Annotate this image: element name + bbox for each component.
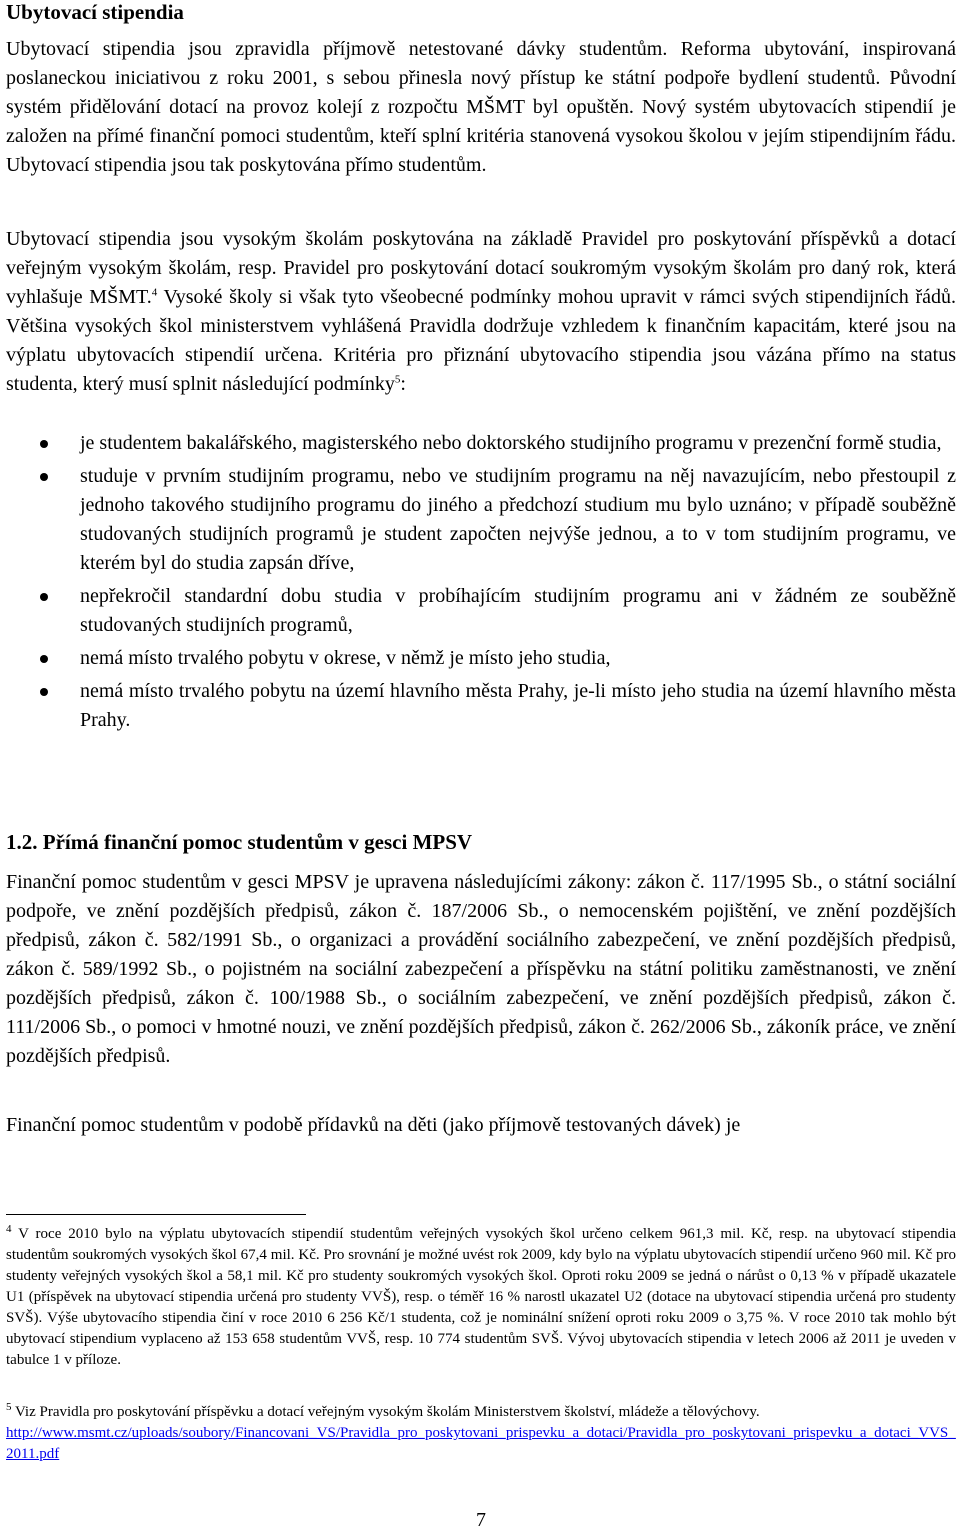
bullet-icon: [40, 473, 48, 481]
footnote-ref-5[interactable]: 5: [394, 373, 401, 386]
footnote-text: V roce 2010 bylo na výplatu ubytovacích stipendií studentům veřejných vysokých škol určeno celkem 961,3 mil. Kč, resp. na ubytovací stipendia studentům soukromých vysokých škol 67,4 mil. Kč. Pro srovnání je možné uvést rok 2009, kdy bylo na výplatu ubytovacích stipendií určeno 960 mil. Kč pro studenty veřejných vysokých škol a 58,1 mil. Kč pro studenty soukromých vysokých škol. Oproti roku 2009 se jedná o nárůst o 0,13 % v případě ukazatele U1 (příspěvek na ubytovací stipendia určená pro studenty VVŠ), resp. o téměř 16 % narostl ukazatel U2 (dotace na ubytovací stipendia určená pro studenty SVŠ). Výše ubytovacího stipendia činí v roce 2010 6 256 Kč/1 studenta, což je nominální snížení oproti roku 2009 o 3,75 %. V roce 2010 tak mohlo být ubytovací stipendium vyplaceno až 153 658 studentům VVŠ, resp. 10 774 studentům SVŠ. Vývoj ubytovacích stipendia v letech 2006 až 2011 je uveden v tabulce 1 v příloze.: [6, 1226, 956, 1368]
paragraph-rules: [6, 225, 956, 399]
paragraph-intro: Ubytovací stipendia jsou zpravidla příjmově netestované dávky studentům. Reforma ubytování, inspirovaná poslaneckou iniciativou z roku 2001, s sebou přinesla nový přístup ke státní podpoře bydlení studentů. Původní systém přidělování dotací na provoz kolejí z rozpočtu MŠMT byl opuštěn. Nový systém ubytovacích stipendií je založen na přímé finanční pomoci studentům, kteří splní kritéria stanovená vysokou školou v jejím stipendijním řádu. Ubytovací stipendia jsou tak poskytována přímo studentům.: [6, 38, 956, 176]
list-item: [6, 644, 956, 673]
list-item: [6, 582, 956, 640]
footnote-number: 4: [6, 1223, 12, 1235]
bullet-icon: [40, 688, 48, 696]
subsection-heading: 1.2. Přímá finanční pomoc studentům v gesci MPSV: [6, 830, 473, 854]
bullet-icon: [40, 655, 48, 663]
criteria-list: [6, 429, 956, 739]
footnote-4: [6, 1224, 956, 1371]
list-item: [6, 429, 956, 458]
list-item-text: nemá místo trvalého pobytu v okrese, v němž je místo jeho studia,: [80, 647, 611, 669]
footnote-link[interactable]: http://www.msmt.cz/uploads/soubory/Financovani_VS/Pravidla_pro_poskytovani_prispevku_a_dotaci/Pravidla_pro_poskytovani_prispevku_a_dotaci_VVS_2011.pdf: [6, 1425, 956, 1462]
bullet-icon: [40, 593, 48, 601]
list-item-text: studuje v prvním studijním programu, nebo ve studijním programu na něj navazujícím, nebo přestoupil z jednoho takového studijního programu do jiného a předchozí studium mu bylo uznáno; v případě souběžně studovaných studijních programů je student započten nejvýše jednou, a to v tom studijním programu, ve kterém byl do studia zapsán dříve,: [80, 465, 956, 574]
footnote-text: Viz Pravidla pro poskytování příspěvku a dotací veřejným vysokým školám Ministerstvem školství, mládeže a tělovýchovy.: [11, 1404, 760, 1420]
list-item: [6, 677, 956, 735]
footnote-separator: [6, 1214, 306, 1215]
bullet-icon: [40, 440, 48, 448]
footnote-5: [6, 1402, 956, 1465]
footnote-number: 5: [6, 1401, 12, 1413]
page-number: 7: [476, 1509, 486, 1531]
section-title: Ubytovací stipendia: [6, 0, 184, 24]
list-item-text: nemá místo trvalého pobytu na území hlavního města Prahy, je-li místo jeho studia na území hlavního města Prahy.: [80, 680, 956, 731]
paragraph-rules-text-3: :: [400, 373, 406, 395]
paragraph-child-allowance: Finanční pomoc studentům v podobě přídavků na děti (jako příjmově testovaných dávek) je: [6, 1114, 741, 1136]
list-item-text: nepřekročil standardní dobu studia v probíhajícím studijním programu ani v žádném ze souběžně studovaných studijních programů,: [80, 585, 956, 636]
list-item-text: je studentem bakalářského, magisterského nebo doktorského studijního programu v prezenční formě studia,: [80, 432, 942, 454]
paragraph-rules-text-2: Vysoké školy si však tyto všeobecné podmínky mohou upravit v rámci svých stipendijních řádů. Většina vysokých škol ministerstvem vyhlášená Pravidla dodržuje vzhledem k finančním kapacitám, které jsou na výplatu ubytovacích stipendií určena. Kritéria pro přiznání ubytovacího stipendia jsou vázána přímo na status studenta, který musí splnit následující podmínky: [6, 286, 956, 395]
paragraph-rules-text-1: Ubytovací stipendia jsou vysokým školám poskytována na základě Pravidel pro poskytování příspěvků a dotací veřejným vysokým školám, resp. Pravidel pro poskytování dotací soukromým vysokým školám pro daný rok, která vyhlašuje MŠMT.: [6, 228, 956, 308]
paragraph-laws: Finanční pomoc studentům v gesci MPSV je upravena následujícími zákony: zákon č. 117/1995 Sb., o státní sociální podpoře, ve znění pozdějších předpisů, zákon č. 187/2006 Sb., o nemocenském pojištění, ve znění pozdějších předpisů, zákon č. 582/1991 Sb., o organizaci a provádění sociálního zabezpečení, ve znění pozdějších předpisů, zákon č. 589/1992 Sb., o pojistném na sociální zabezpečení a příspěvku na státní politiku zaměstnanosti, ve znění pozdějších předpisů, zákon č. 100/1988 Sb., o sociálním zabezpečení, ve znění pozdějších předpisů, zákon č. 111/2006 Sb., o pomoci v hmotné nouzi, ve znění pozdějších předpisů, zákon č. 262/2006 Sb., zákoník práce, ve znění pozdějších předpisů.: [6, 871, 956, 1067]
list-item: [6, 462, 956, 578]
footnote-ref-4[interactable]: 4: [151, 286, 158, 299]
